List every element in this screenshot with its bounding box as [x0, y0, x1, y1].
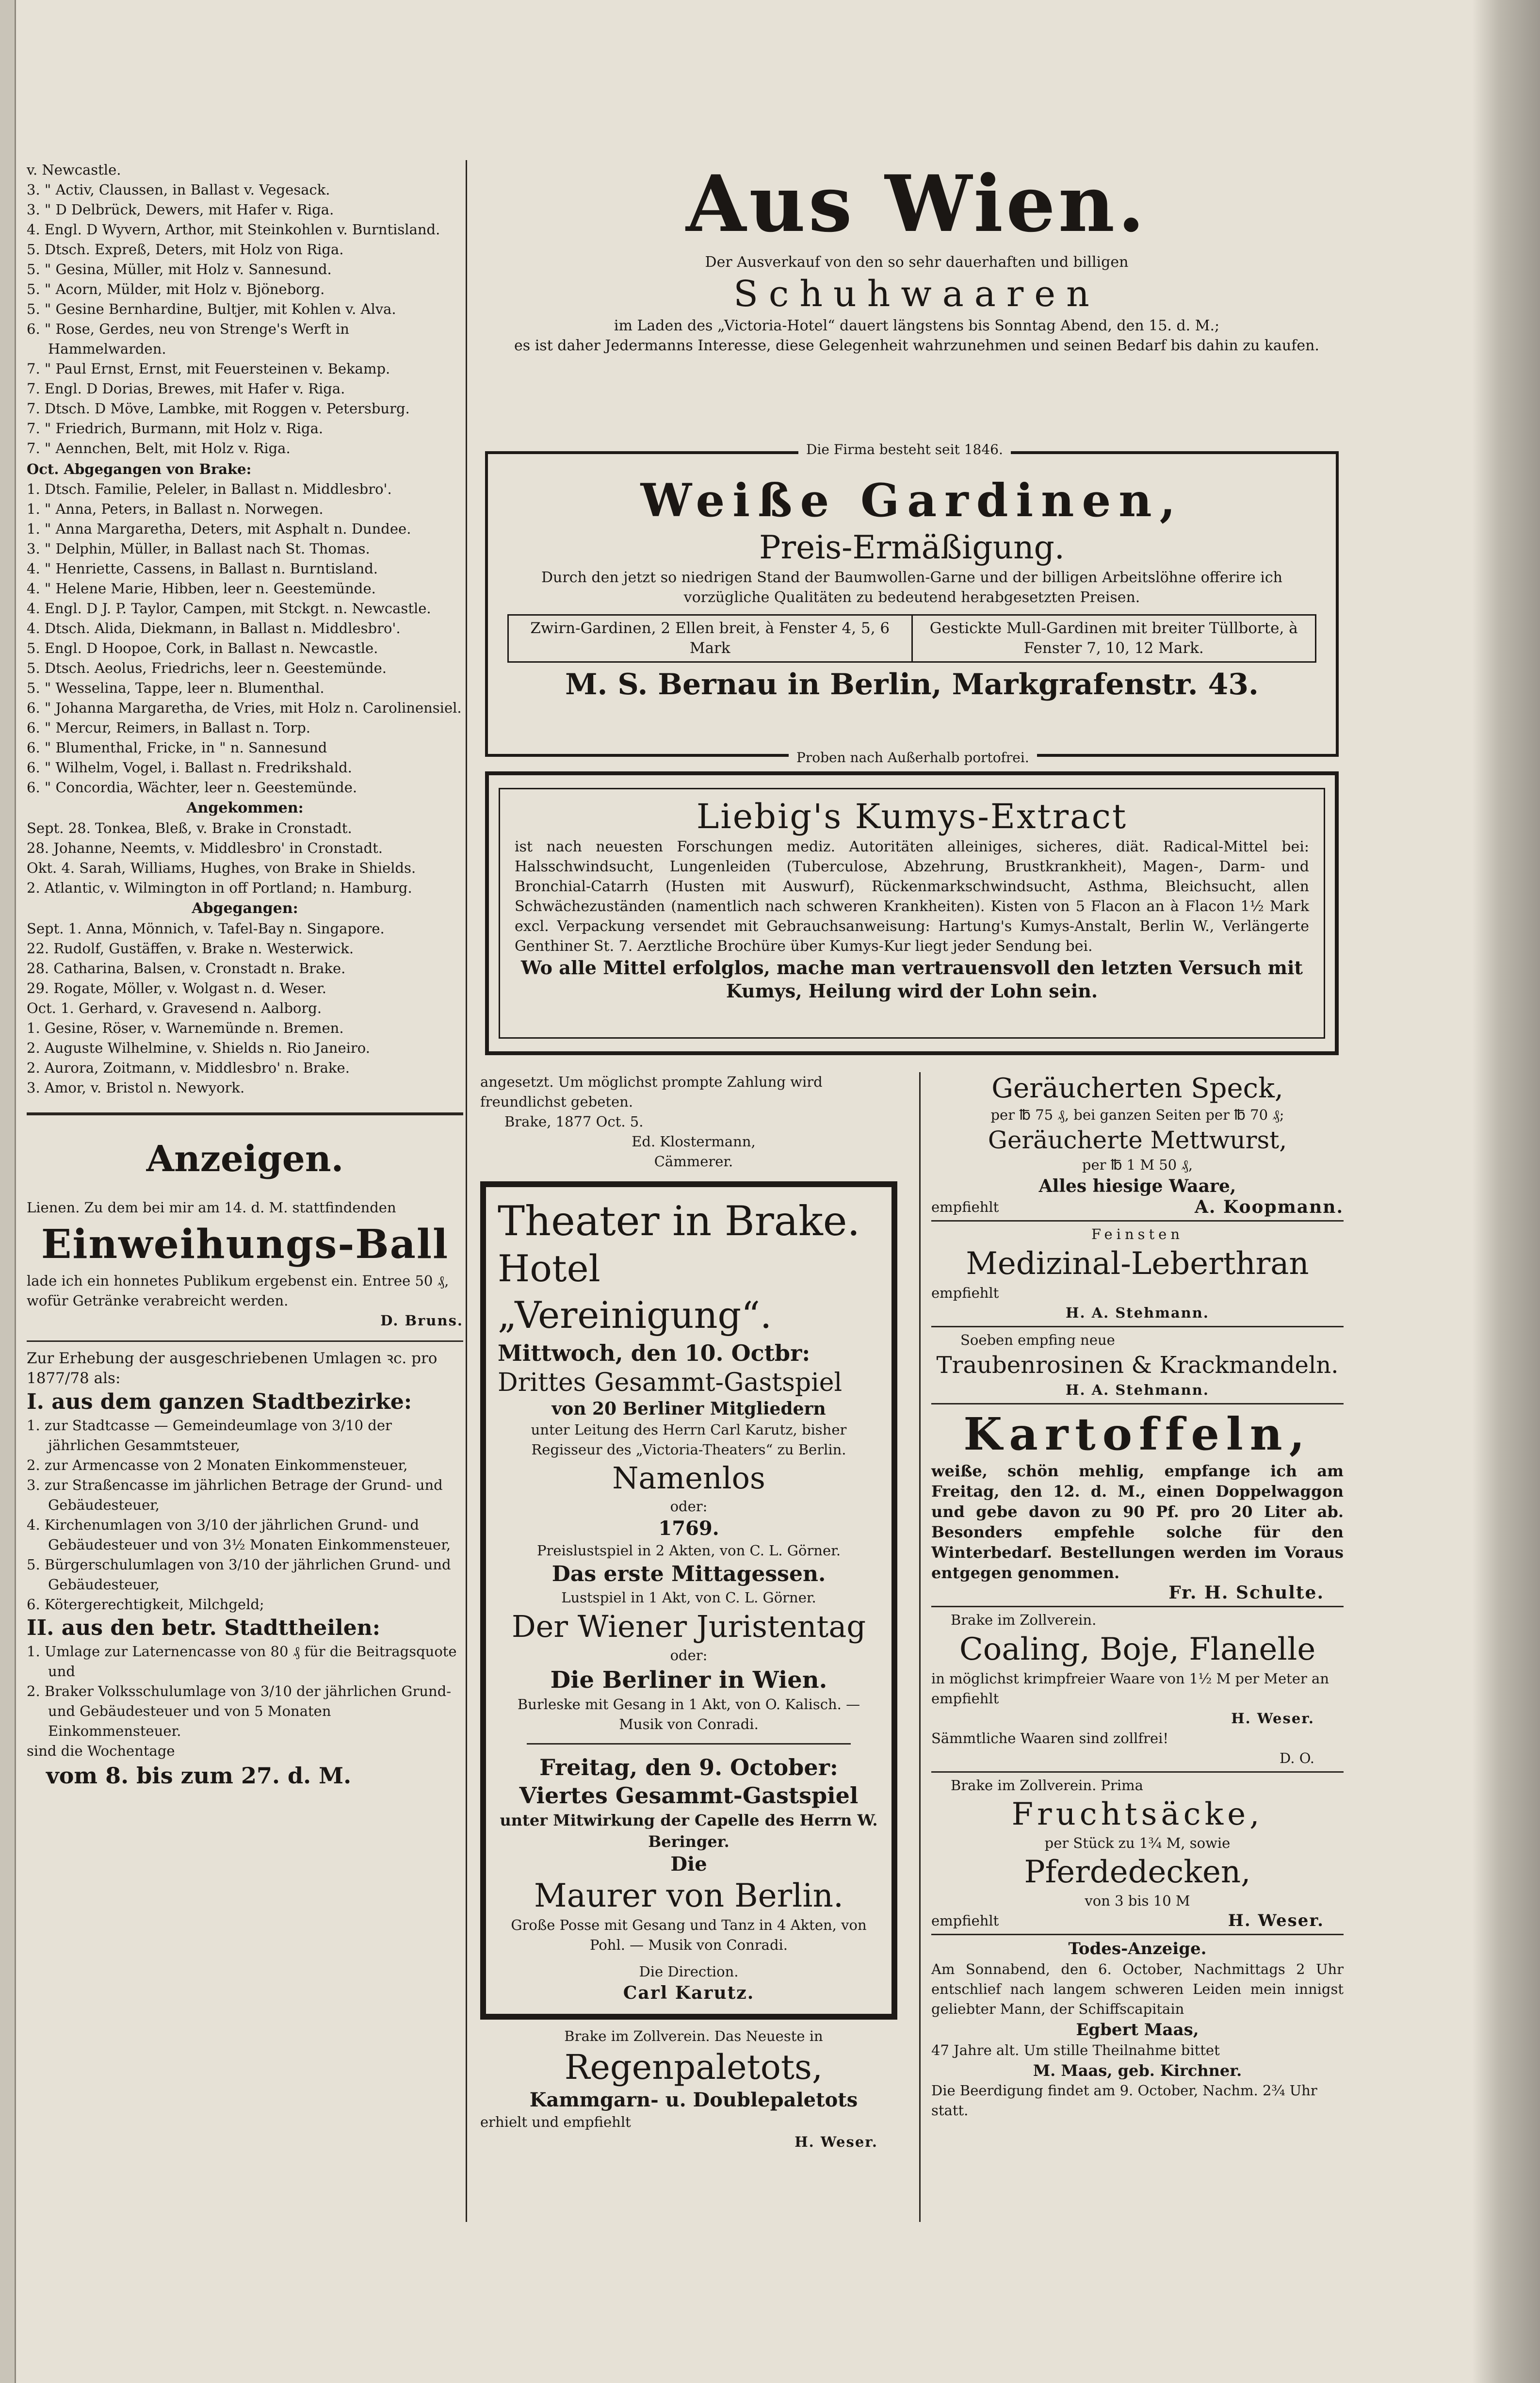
theater-ad: [480, 1181, 897, 2020]
ad-divider: [931, 1771, 1344, 1773]
ship-entry: 5. " Wesselina, Tappe, leer n. Blumenthal.: [27, 680, 324, 696]
gardinen-tab: Die Firma besteht seit 1846.: [798, 441, 1011, 457]
coaling-sig: H. Weser.: [1231, 1710, 1314, 1727]
kartoffeln-title: Kartoffeln,: [963, 1408, 1312, 1460]
theater-date-2: Freitag, den 9. October:: [539, 1754, 838, 1780]
umlage-item: 1. zur Stadtcasse — Gemeindeumlage von 3/10 der jährlichen Gesammtsteuer,: [27, 1417, 392, 1453]
departed-list: [27, 919, 463, 1098]
regenpaletots-ad: [480, 2026, 907, 2152]
rosinen-pre: Soeben empfing neue: [960, 1332, 1115, 1348]
ship-entry: 5. Dtsch. Aeolus, Friedrichs, leer n. Geestemünde.: [27, 660, 387, 676]
ship-entry: 28. Johanne, Neemts, v. Middlesbro' in Cronstadt.: [27, 840, 383, 856]
leberthran-ad: [931, 1224, 1344, 1323]
fruchtsaecke-ad: [931, 1776, 1344, 1931]
umlage-item: 5. Bürgerschulumlagen von 3/10 der jährlichen Grund- und Gebäudesteuer,: [27, 1556, 451, 1593]
theater-direction: Die Direction.: [639, 1963, 739, 1980]
ship-entry: 5. " Gesina, Müller, mit Holz v. Sannesund.: [27, 261, 332, 277]
wien-title: Aus Wien.: [686, 158, 1148, 249]
play-4-desc: Große Posse mit Gesang und Tanz in 4 Akten, von Pohl. — Musik von Conradi.: [511, 1917, 867, 1953]
kartoffeln-sig: Fr. H. Schulte.: [1168, 1583, 1324, 1603]
ad-divider: [931, 1606, 1344, 1607]
coaling-text: in möglichst krimpfreier Waare von 1½ M per Meter an empfiehlt: [931, 1670, 1329, 1707]
umlage-item: 2. zur Armencasse von 2 Monaten Einkommensteuer,: [27, 1457, 408, 1473]
depart-heading: Oct. Abgegangen von Brake:: [27, 461, 252, 477]
middle-column: [480, 1072, 907, 2152]
wien-line-2: im Laden des „Victoria-Hotel“ dauert längstens bis Sonntag Abend, den 15. d. M.;: [614, 317, 1220, 334]
koopmann-ad: [931, 1072, 1344, 1217]
regen-title: Regenpaletots,: [564, 2047, 823, 2087]
coaling-pre: Brake im Zollverein.: [951, 1612, 1097, 1628]
ad-divider: [931, 1403, 1344, 1404]
ship-entry: 4. " Helene Marie, Hibben, leer n. Geestemünde.: [27, 580, 376, 597]
ship-entry: 3. " Activ, Claussen, in Ballast v. Vegesack.: [27, 181, 330, 198]
ship-entry: 7. " Aennchen, Belt, mit Holz v. Riga.: [27, 440, 291, 457]
leber-empf: empfiehlt: [931, 1285, 999, 1301]
ship-entry: 7. " Paul Ernst, Ernst, mit Feuersteinen v. Bekamp.: [27, 360, 390, 377]
umlagen-tail: sind die Wochentage: [27, 1743, 175, 1759]
ship-entry: 1. Dtsch. Familie, Peleler, in Ballast n. Middlesbro'.: [27, 481, 392, 497]
shipping-news: [27, 160, 463, 1098]
ship-entry: 3. Amor, v. Bristol n. Newyork.: [27, 1079, 245, 1096]
speck-price: per ℔ 75 ₰, bei ganzen Seiten per ℔ 70 ₰;: [990, 1107, 1284, 1123]
play-2-desc: Lustspiel in 1 Akt, von C. L. Görner.: [561, 1589, 816, 1606]
column-rule: [466, 160, 467, 2222]
ball-title: Einweihungs-Ball: [41, 1221, 449, 1268]
coaling-note: Sämmtliche Waaren sind zollfrei!: [931, 1730, 1169, 1746]
theater-members: von 20 Berliner Mitgliedern: [551, 1399, 826, 1419]
arrived-heading: Angekommen:: [186, 800, 304, 816]
theater-date-1: Mittwoch, den 10. Octbr:: [498, 1340, 811, 1366]
ship-entry: Okt. 4. Sarah, Williams, Hughes, von Brake in Shields.: [27, 860, 416, 876]
todes-funeral: Die Beerdigung findet am 9. October, Nachm. 2¾ Uhr statt.: [931, 2082, 1317, 2119]
right-area: [480, 155, 1353, 2150]
rosinen-title: Traubenrosinen & Krackmandeln.: [936, 1352, 1339, 1379]
notice-sig-1: Ed. Klostermann,: [632, 1133, 756, 1150]
umlage-item: 3. zur Straßencasse im jährlichen Betrage der Grund- und Gebäudesteuer,: [27, 1477, 443, 1513]
play-3-desc: Burleske mit Gesang in 1 Akt, von O. Kalisch. — Musik von Conradi.: [517, 1696, 860, 1732]
regen-sub: Kammgarn- u. Doublepaletots: [529, 2089, 858, 2111]
koopmann-sig: A. Koopmann.: [1195, 1197, 1344, 1217]
oder-2: oder:: [670, 1647, 708, 1664]
umlagen-ad: [27, 1349, 463, 1790]
kartoffeln-ad: [931, 1407, 1344, 1603]
frucht-sig: H. Weser.: [1228, 1911, 1324, 1930]
ball-pre: Lienen. Zu dem bei mir am 14. d. M. stattfindenden: [27, 1199, 396, 1216]
kumys-title: Liebig's Kumys-Extract: [696, 797, 1128, 836]
gardinen-price-boxes: [507, 614, 1316, 663]
regen-sig: H. Weser.: [794, 2134, 878, 2150]
theater-director: Carl Karutz.: [623, 1983, 755, 2003]
umlagen-head-1: I. aus dem ganzen Stadtbezirke:: [27, 1389, 412, 1414]
ad-divider: [931, 1220, 1344, 1222]
ship-entry: 7. Engl. D Dorias, Brewes, mit Hafer v. Riga.: [27, 380, 345, 397]
pferdedecken-title: Pferdedecken,: [1024, 1854, 1251, 1890]
ship-entry: 28. Catharina, Balsen, v. Cronstadt n. Brake.: [27, 960, 346, 977]
ship-entry: 5. " Acorn, Mülder, mit Holz v. Bjöneborg.: [27, 281, 325, 297]
mettwurst-price: per ℔ 1 M 50 ₰,: [1082, 1157, 1193, 1173]
umlagen-intro: Zur Erhebung der ausgeschriebenen Umlagen ꝛc. pro 1877/78 als:: [27, 1350, 438, 1387]
wien-ad: [480, 155, 1353, 356]
koopmann-note: Alles hiesige Waare,: [1038, 1176, 1236, 1196]
pferdedecken-price: von 3 bis 10 M: [1085, 1893, 1190, 1909]
wien-line-3: es ist daher Jedermanns Interesse, diese Gelegenheit wahrzunehmen und seinen Bedarf bis dahin zu kaufen.: [514, 337, 1319, 354]
regen-pre: Brake im Zollverein. Das Neueste in: [564, 2028, 823, 2044]
ad-divider: [931, 1326, 1344, 1327]
frucht-pre: Brake im Zollverein. Prima: [951, 1777, 1143, 1794]
theater-die: Die: [670, 1853, 707, 1876]
coaling-note-sig: D. O.: [1280, 1750, 1314, 1766]
ship-entry: 1. " Anna Margaretha, Deters, mit Asphalt n. Dundee.: [27, 521, 411, 537]
gardinen-title: Weiße Gardinen,: [640, 474, 1183, 527]
ball-signature: D. Bruns.: [380, 1312, 463, 1329]
play-mittagessen: Das erste Mittagessen.: [551, 1562, 826, 1586]
umlagen-head-2: II. aus den betr. Stadttheilen:: [27, 1616, 380, 1640]
gardinen-firm: M. S. Bernau in Berlin, Markgrafenstr. 43.: [565, 668, 1259, 702]
theater-title: Theater in Brake.: [498, 1197, 860, 1245]
play-namenlos: Namenlos: [612, 1460, 765, 1496]
notice-text: angesetzt. Um möglichst prompte Zahlung wird freundlichst gebeten.: [480, 1074, 823, 1110]
todes-age: 47 Jahre alt. Um stille Theilnahme bittet: [931, 2042, 1220, 2058]
play-maurer: Maurer von Berlin.: [534, 1877, 843, 1914]
kumys-motto: Wo alle Mittel erfolglos, mache man vertrauensvoll den letzten Versuch mit Kumys, Heilung wird der Lohn sein.: [521, 957, 1303, 1002]
kartoffeln-text: weiße, schön mehlig, empfange ich am Freitag, den 12. d. M., einen Doppelwaggon und gebe davon zu 90 Pf. pro 20 Liter ab. Besonders empfehle solche für den Winterbedarf. Bestellungen werden im Voraus entgegen genommen.: [931, 1462, 1344, 1582]
ship-entry: 3. " Delphin, Müller, in Ballast nach St. Thomas.: [27, 540, 370, 557]
gardinen-text: Durch den jetzt so niedrigen Stand der Baumwollen-Garne und der billigen Arbeitslöhne offerire ich vorzügliche Qualitäten zu bedeutend herabgesetzten Preisen.: [541, 569, 1282, 606]
scan-shadow: [1472, 0, 1540, 2383]
umlage-item: 4. Kirchenumlagen von 3/10 der jährlichen Grund- und Gebäudesteuer und von 3½ Monaten Einkommensteuer,: [27, 1517, 451, 1553]
ship-entry: 6. " Mercur, Reimers, in Ballast n. Torp.: [27, 719, 310, 736]
ship-entry: 6. " Johanna Margaretha, de Vries, mit Holz n. Carolinensiel.: [27, 700, 462, 716]
coaling-ad: [931, 1610, 1344, 1768]
ship-entry: 7. Dtsch. D Möve, Lambke, mit Roggen v. Petersburg.: [27, 400, 410, 417]
leber-pre: Feinsten: [1091, 1226, 1184, 1242]
ship-entry: 6. " Wilhelm, Vogel, i. Ballast n. Fredrikshald.: [27, 759, 352, 776]
ship-entry: 6. " Concordia, Wächter, leer n. Geestemünde.: [27, 779, 357, 796]
play-1-desc: Preislustspiel in 2 Akten, von C. L. Görner.: [536, 1542, 841, 1559]
ship-entry: 6. " Rose, Gerdes, neu von Strenge's Werft in Hammelwarden.: [27, 321, 349, 357]
cammerer-notice: [480, 1072, 907, 1172]
gardinen-subtitle: Preis-Ermäßigung.: [759, 529, 1065, 566]
ship-entry: 4. Dtsch. Alida, Diekmann, in Ballast n. Middlesbro'.: [27, 620, 401, 637]
todes-name: Egbert Maas,: [1076, 2020, 1199, 2040]
leber-title: Medizinal-Leberthran: [966, 1246, 1309, 1282]
ship-entry: 29. Rogate, Möller, v. Wolgast n. d. Weser.: [27, 980, 326, 996]
ship-entry: 22. Rudolf, Gustäffen, v. Brake n. Westerwick.: [27, 940, 354, 957]
ship-entry: Sept. 1. Anna, Mönnich, v. Tafel-Bay n. Singapore.: [27, 920, 385, 937]
theater-divider: [527, 1743, 851, 1745]
frucht-title: Fruchtsäcke,: [1011, 1796, 1264, 1832]
gardinen-footer: Proben nach Außerhalb portofrei.: [789, 750, 1037, 766]
arrivals-list: [27, 160, 463, 458]
rosinen-sig: H. A. Stehmann.: [1066, 1382, 1209, 1398]
binding-gutter: [0, 0, 16, 2383]
ship-entry: v. Newcastle.: [27, 162, 121, 178]
play-berliner: Die Berliner in Wien.: [550, 1666, 827, 1694]
ball-ad: [27, 1198, 463, 1331]
ship-entry: 7. " Friedrich, Burmann, mit Holz v. Riga.: [27, 420, 324, 437]
ship-entry: 4. " Henriette, Cassens, in Ballast n. Burntisland.: [27, 560, 378, 577]
ad-divider: [27, 1340, 463, 1342]
todes-title: Todes-Anzeige.: [1068, 1939, 1207, 1959]
umlage-item: 2. Braker Volksschulumlage von 3/10 der jährlichen Grund- und Gebäudesteuer und von 5 Monaten Einkommensteuer.: [27, 1683, 452, 1739]
zwirn-gardinen-box: Zwirn-Gardinen, 2 Ellen breit, à Fenster 4, 5, 6 Mark: [509, 616, 913, 661]
mettwurst-title: Geräucherte Mettwurst,: [988, 1126, 1287, 1154]
ship-entry: Sept. 28. Tonkea, Bleß, v. Brake in Cronstadt.: [27, 820, 352, 836]
leber-sig: H. A. Stehmann.: [1066, 1305, 1209, 1321]
todes-widow: M. Maas, geb. Kirchner.: [1033, 2061, 1242, 2080]
koopmann-empf: empfiehlt: [931, 1199, 999, 1215]
frucht-footer: [931, 1911, 1344, 1931]
umlagen-list-2: [27, 1642, 463, 1741]
regen-tail: erhielt und empfiehlt: [480, 2114, 631, 2130]
frucht-empf: empfiehlt: [931, 1912, 999, 1929]
todes-anzeige: [931, 1938, 1344, 2121]
umlagen-list-1: [27, 1416, 463, 1615]
section-divider: [27, 1112, 463, 1115]
right-column: [931, 1072, 1344, 2121]
ship-entry: 1. " Anna, Peters, in Ballast n. Norwegen.: [27, 501, 324, 517]
ball-text: lade ich ein honnetes Publikum ergebenst ein. Entree 50 ₰, wofür Getränke verabreicht werden.: [27, 1273, 449, 1309]
gastspiel-2: Viertes Gesammt-Gastspiel: [519, 1782, 859, 1809]
theater-hotel: Hotel „Vereinigung“.: [498, 1247, 772, 1337]
ship-entry: 4. Engl. D Wyvern, Arthor, mit Steinkohlen v. Burntisland.: [27, 221, 440, 238]
oder-1: oder:: [670, 1498, 708, 1515]
kumys-text: ist nach neuesten Forschungen mediz. Autoritäten alleiniges, sicheres, diät. Radical-Mittel bei: Halsschwindsucht, Lungenleiden (Tuberculose, Abzehrung, Brustkrankheit), Magen-, Darm- und Bronchial-Catarrh (Husten mit Auswurf), Rückenmarkschwindsucht, Asthma, Bleichsucht, allen Schwächezuständen (namentlich nach schweren Krankheiten). Kisten von 5 Flacon an à Flacon 1½ Mark excl. Verpackung versendet mit Gebrauchsanweisung: Hartung's Kumys-Anstalt, Berlin W., Verlängerte Genthiner St. 7. Aerztliche Brochüre über Kumys-Kur liegt jeder Sendung bei.: [515, 838, 1309, 955]
umlage-item: 1. Umlage zur Laternencasse von 80 ₰ für die Beitragsquote und: [27, 1643, 457, 1680]
rosinen-ad: [931, 1330, 1344, 1400]
frucht-price: per Stück zu 1¾ M, sowie: [1044, 1835, 1231, 1851]
left-column: [27, 160, 463, 1790]
umlage-item: 6. Kötergerechtigkeit, Milchgeld;: [27, 1596, 264, 1613]
ship-entry: 2. Auguste Wilhelmine, v. Shields n. Rio Janeiro.: [27, 1040, 370, 1056]
coaling-title: Coaling, Boje, Flanelle: [959, 1632, 1316, 1667]
arrived-list: [27, 818, 463, 898]
notice-sig-2: Cämmerer.: [654, 1153, 733, 1170]
mull-gardinen-box: Gestickte Mull-Gardinen mit breiter Tüllborte, à Fenster 7, 10, 12 Mark.: [929, 620, 1298, 657]
departures-list: [27, 479, 463, 798]
play-juristentag: Der Wiener Juristentag: [511, 1609, 866, 1644]
ship-entry: 1. Gesine, Röser, v. Warnemünde n. Bremen.: [27, 1020, 344, 1036]
notice-place: Brake, 1877 Oct. 5.: [504, 1113, 644, 1130]
ship-entry: 2. Atlantic, v. Wilmington in off Portland; n. Hamburg.: [27, 880, 412, 896]
ship-entry: 3. " D Delbrück, Dewers, mit Hafer v. Riga.: [27, 201, 334, 218]
theater-capelle: unter Mitwirkung der Capelle des Herrn W. Beringer.: [500, 1811, 878, 1851]
speck-title: Geräucherten Speck,: [991, 1073, 1283, 1104]
ship-entry: 4. Engl. D J. P. Taylor, Campen, mit Stckgt. n. Newcastle.: [27, 600, 431, 617]
anzeigen-heading: Anzeigen.: [146, 1138, 344, 1180]
ship-entry: Oct. 1. Gerhard, v. Gravesend n. Aalborg.: [27, 1000, 322, 1016]
sub-column-rule: [919, 1072, 921, 2222]
ship-entry: 6. " Blumenthal, Fricke, in " n. Sannesund: [27, 739, 327, 756]
gardinen-ad: [485, 441, 1339, 766]
gastspiel-1: Drittes Gesammt-Gastspiel: [498, 1368, 843, 1397]
schuhwaaren-title: Schuhwaaren: [733, 273, 1100, 315]
ship-entry: 5. Dtsch. Expreß, Deters, mit Holz von Riga.: [27, 241, 344, 258]
play-year: 1769.: [658, 1517, 719, 1540]
umlagen-dates: vom 8. bis zum 27. d. M.: [46, 1763, 352, 1789]
koopmann-footer: [931, 1197, 1344, 1217]
todes-text: Am Sonnabend, den 6. October, Nachmittags 2 Uhr entschlief nach langem schweren Leiden mein innigst geliebter Mann, der Schiffscapitain: [931, 1961, 1344, 2017]
ad-divider: [931, 1934, 1344, 1935]
ship-entry: 2. Aurora, Zoitmann, v. Middlesbro' n. Brake.: [27, 1060, 350, 1076]
ship-entry: 5. Engl. D Hoopoe, Cork, in Ballast n. Newcastle.: [27, 640, 378, 656]
theater-lead: unter Leitung des Herrn Carl Karutz, bisher Regisseur des „Victoria-Theaters“ zu Berlin.: [531, 1421, 847, 1458]
departed-heading: Abgegangen:: [192, 900, 298, 917]
wien-line-1: Der Ausverkauf von den so sehr dauerhaften und billigen: [705, 254, 1129, 271]
kumys-ad: [485, 771, 1339, 1055]
ship-entry: 5. " Gesine Bernhardine, Bultjer, mit Kohlen v. Alva.: [27, 301, 396, 317]
